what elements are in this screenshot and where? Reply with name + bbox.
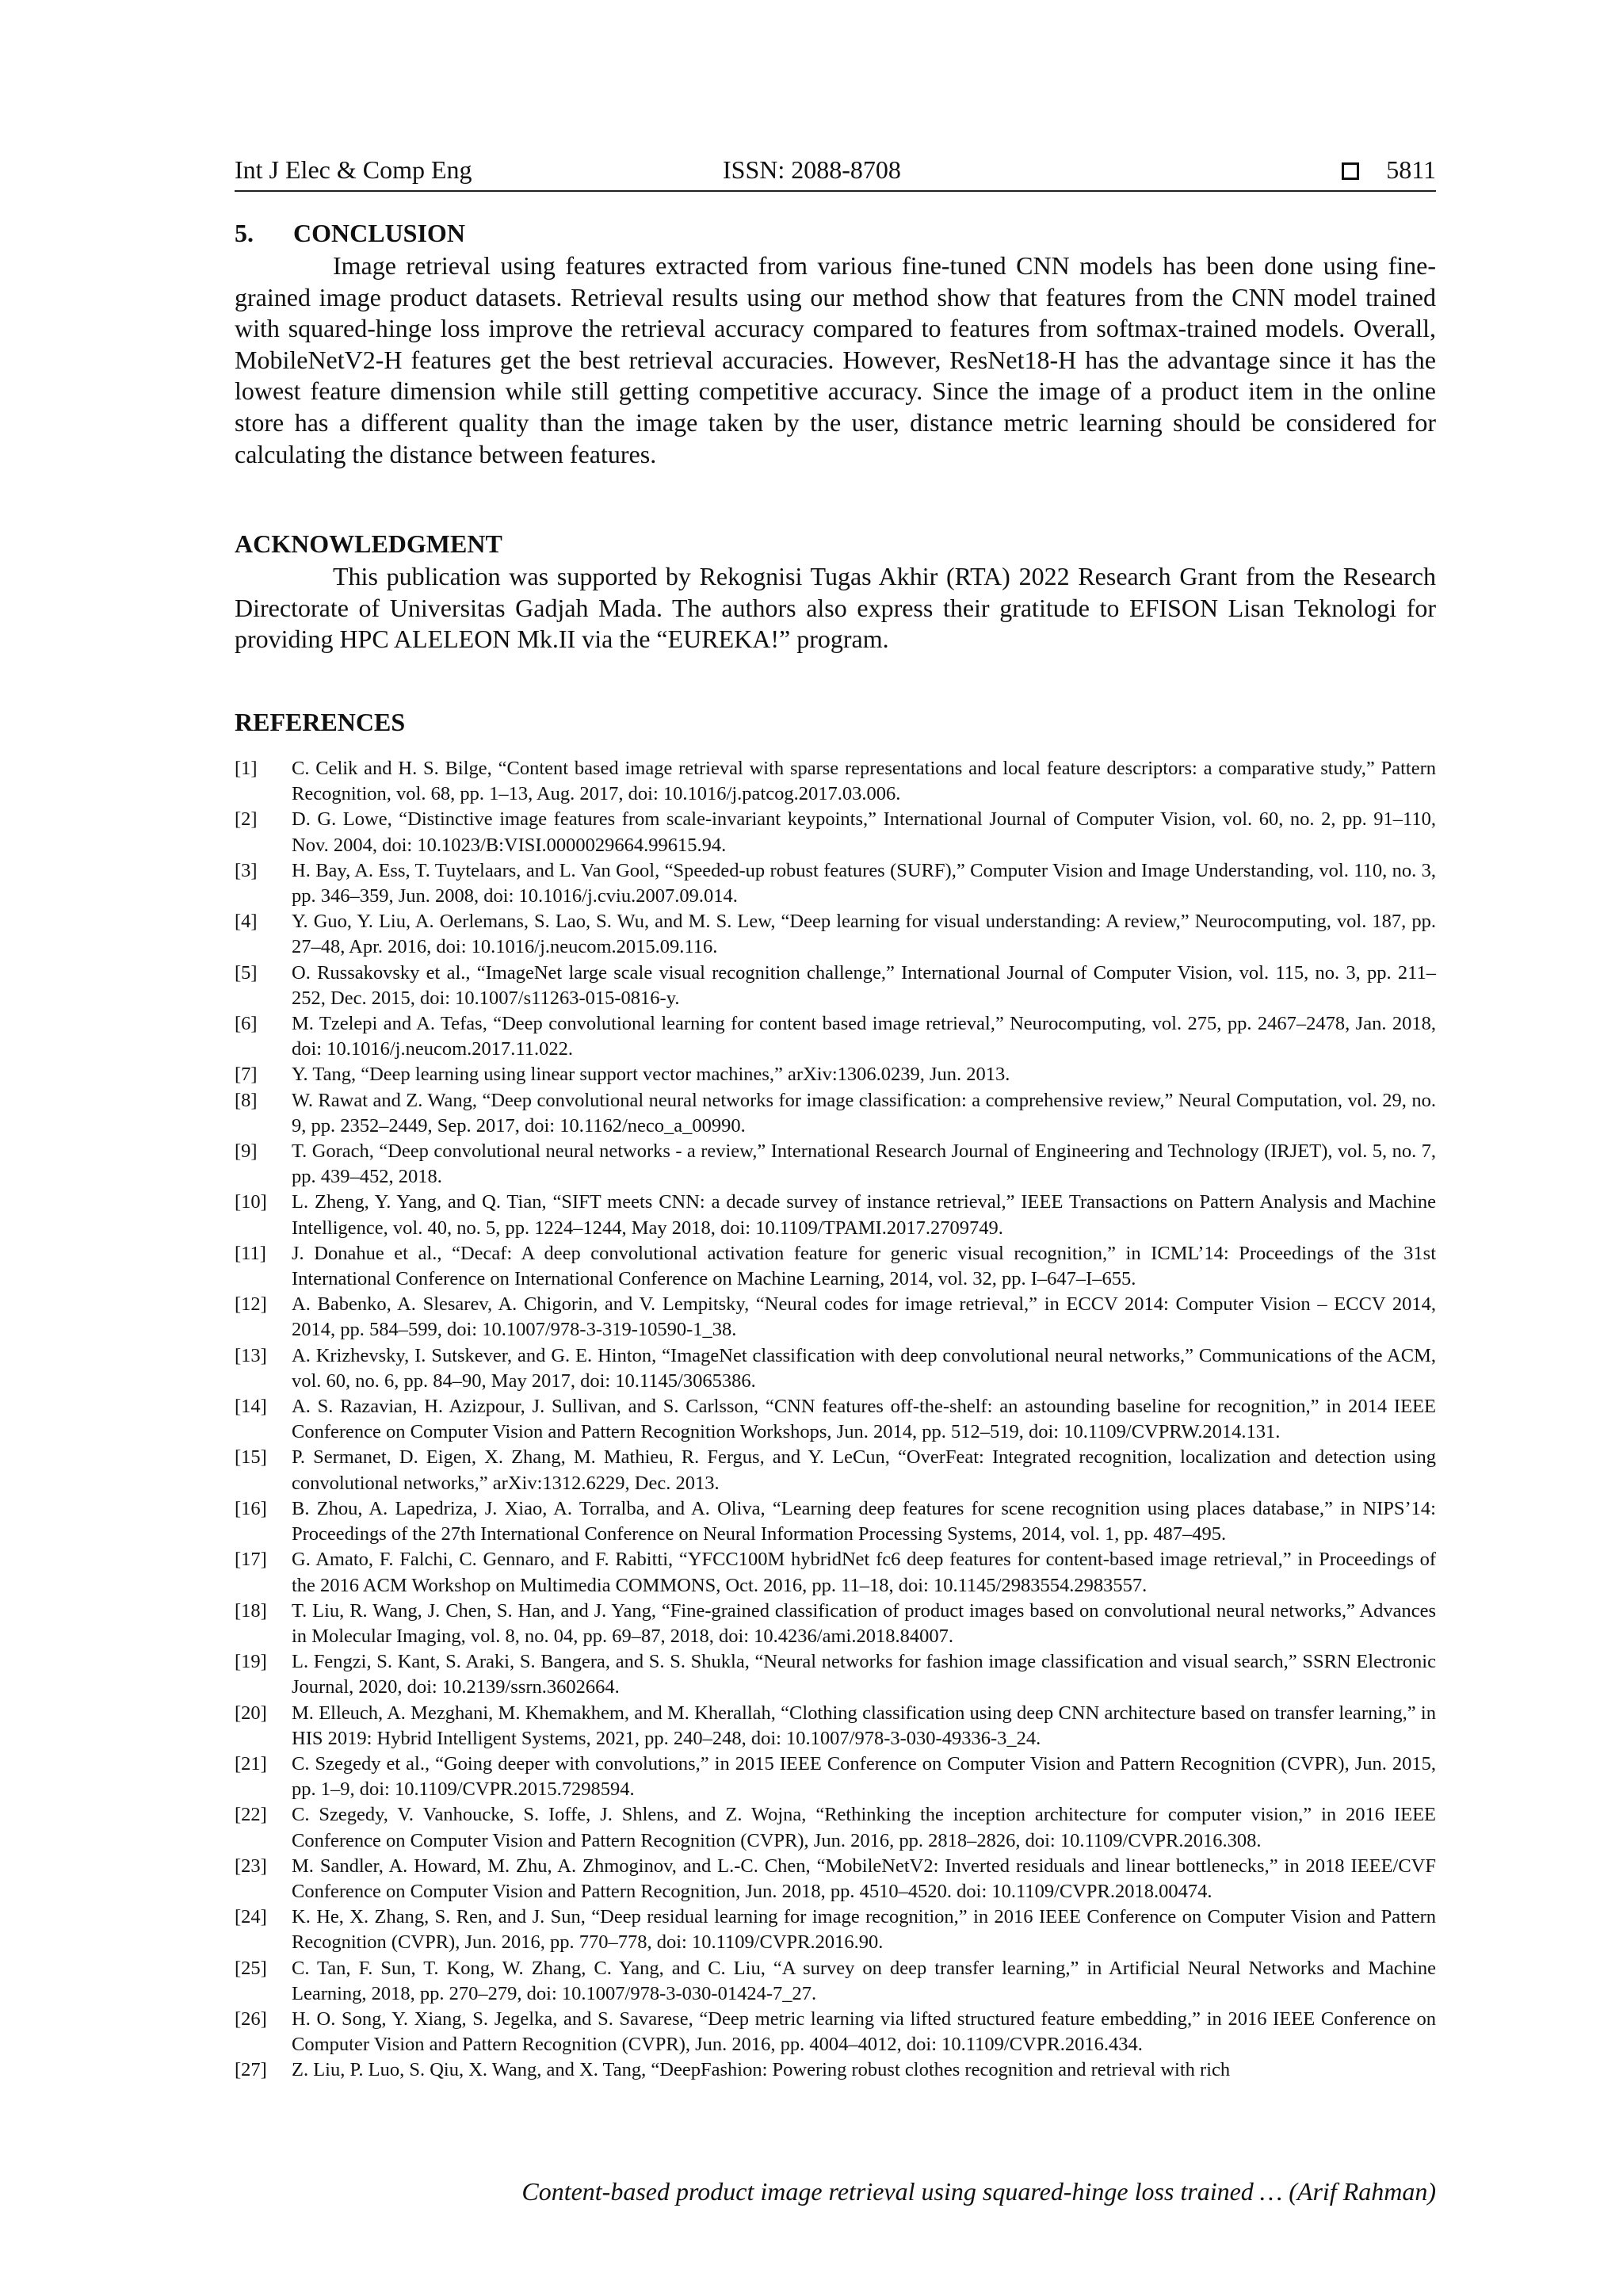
issn: ISSN: 2088-8708 — [723, 155, 901, 184]
reference-item — [235, 807, 1436, 858]
reference-number: [20] — [235, 1702, 267, 1724]
reference-text: C. Szegedy, V. Vanhoucke, S. Ioffe, J. Shlens, and Z. Wojna, “Rethinking the inception architecture for computer vision,” in 2016 IEEE Conference on Computer Vision and Pattern Recognition (CVPR), Jun. 2016, pp. 2818–2826, doi: 10.1109/CVPR.2016.308. — [292, 1804, 1436, 1851]
running-header — [235, 155, 1436, 192]
section-number: 5. — [235, 219, 254, 247]
reference-list — [235, 756, 1436, 2084]
reference-number: [17] — [235, 1549, 267, 1571]
reference-number: [27] — [235, 2059, 267, 2081]
reference-item — [235, 1394, 1436, 1445]
reference-number: [4] — [235, 911, 258, 933]
reference-text: B. Zhou, A. Lapedriza, J. Xiao, A. Torralba, and A. Oliva, “Learning deep features for scene recognition using places database,” in NIPS’14: Proceedings of the 27th International Conference on Neural Information Processing Systems, 2014, vol. 1, pp. 487–495. — [292, 1497, 1436, 1545]
reference-item — [235, 1011, 1436, 1062]
reference-text: L. Fengzi, S. Kant, S. Araki, S. Bangera, and S. S. Shukla, “Neural networks for fashion image classification and visual search,” SSRN Electronic Journal, 2020, doi: 10.2139/ssrn.3602664. — [292, 1651, 1436, 1698]
reference-number: [3] — [235, 859, 258, 881]
reference-item — [235, 1956, 1436, 2007]
conclusion-heading — [235, 219, 465, 248]
reference-number: [7] — [235, 1064, 258, 1086]
reference-number: [15] — [235, 1446, 267, 1469]
acknowledgment-paragraph: This publication was supported by Rekognisi Tugas Akhir (RTA) 2022 Research Grant from the Research Directorate of Universitas Gadjah Mada. The authors also express their gratitude to EFISON Lisan Teknologi for providing HPC ALELEON Mk.II via the “EUREKA!” program. — [235, 562, 1436, 654]
reference-item — [235, 858, 1436, 909]
reference-number: [13] — [235, 1344, 267, 1366]
reference-text: O. Russakovsky et al., “ImageNet large scale visual recognition challenge,” International Journal of Computer Vision, vol. 115, no. 3, pp. 211–252, Dec. 2015, doi: 10.1007/s11263-015-0816-y. — [292, 961, 1436, 1009]
conclusion-paragraph: Image retrieval using features extracted from various fine-tuned CNN models has been done using fine-grained image product datasets. Retrieval results using our method show that features from the CNN model trained with squared-hinge loss improve the retrieval accuracy compared to features from softmax-trained models. Overall, MobileNetV2-H features get the best retrieval accuracies. However, ResNet18-H has the advantage since it has the lowest feature dimension while still getting competitive accuracy. Since the image of a product item in the online store has a different quality than the image taken by the user, distance metric learning should be considered for calculating the distance between features. — [235, 251, 1436, 468]
reference-text: T. Gorach, “Deep convolutional neural networks - a review,” International Research Journal of Engineering and Technology (IRJET), vol. 5, no. 7, pp. 439–452, 2018. — [292, 1140, 1436, 1188]
references-heading: REFERENCES — [235, 708, 406, 736]
reference-number: [5] — [235, 961, 258, 984]
reference-text: Z. Liu, P. Luo, S. Qiu, X. Wang, and X. Tang, “DeepFashion: Powering robust clothes recognition and retrieval with rich — [292, 2059, 1231, 2081]
reference-text: C. Szegedy et al., “Going deeper with convolutions,” in 2015 IEEE Conference on Computer Vision and Pattern Recognition (CVPR), Jun. 2015, pp. 1–9, doi: 10.1109/CVPR.2015.7298594. — [292, 1752, 1436, 1801]
reference-item — [235, 1190, 1436, 1240]
acknowledgment-heading: ACKNOWLEDGMENT — [235, 529, 502, 558]
reference-text: A. Krizhevsky, I. Sutskever, and G. E. Hinton, “ImageNet classification with deep convolutional neural networks,” Communications of the ACM, vol. 60, no. 6, pp. 84–90, May 2017, doi: 10.1145/3065386. — [292, 1344, 1436, 1392]
reference-text: Y. Guo, Y. Liu, A. Oerlemans, S. Lao, S. Wu, and M. S. Lew, “Deep learning for visual understanding: A review,” Neurocomputing, vol. 187, pp. 27–48, Apr. 2016, doi: 10.1016/j.neucom.2015.09.116. — [292, 911, 1436, 958]
running-footer: Content-based product image retrieval using squared-hinge loss trained … (Arif Rahman) — [521, 2177, 1436, 2206]
reference-number: [14] — [235, 1396, 267, 1418]
reference-number: [10] — [235, 1191, 267, 1213]
reference-text: L. Zheng, Y. Yang, and Q. Tian, “SIFT meets CNN: a decade survey of instance retrieval,” IEEE Transactions on Pattern Analysis and Machine Intelligence, vol. 40, no. 5, pp. 1224–1244, May 2018, doi: 10.1109/TPAMI.2017.2709749. — [292, 1191, 1436, 1239]
section-title: CONCLUSION — [293, 219, 465, 247]
reference-number: [19] — [235, 1651, 267, 1673]
reference-text: K. He, X. Zhang, S. Ren, and J. Sun, “Deep residual learning for image recognition,” in 2016 IEEE Conference on Computer Vision and Pattern Recognition (CVPR), Jun. 2016, pp. 770–778, doi: 10.1109/CVPR.2016.90. — [292, 1906, 1436, 1954]
reference-text: T. Liu, R. Wang, J. Chen, S. Han, and J. Yang, “Fine-grained classification of product images based on convolutional neural networks,” Advances in Molecular Imaging, vol. 8, no. 04, pp. 69–87, 2018, doi: 10.4236/ami.2018.84007. — [292, 1599, 1436, 1647]
reference-item — [235, 1802, 1436, 1853]
reference-number: [16] — [235, 1497, 267, 1519]
reference-number: [1] — [235, 758, 258, 779]
reference-number: [9] — [235, 1140, 258, 1163]
reference-item — [235, 1547, 1436, 1598]
reference-number: [21] — [235, 1752, 267, 1775]
reference-item — [235, 2007, 1436, 2057]
reference-number: [11] — [235, 1242, 266, 1264]
reference-item — [235, 961, 1436, 1011]
reference-number: [23] — [235, 1855, 267, 1877]
reference-item — [235, 1599, 1436, 1649]
reference-text: A. Babenko, A. Slesarev, A. Chigorin, and V. Lempitsky, “Neural codes for image retrieval,” in ECCV 2014: Computer Vision – ECCV 2014, 2014, pp. 584–599, doi: 10.1007/978-3-319-10590-1_38. — [292, 1293, 1436, 1341]
reference-text: J. Donahue et al., “Decaf: A deep convolutional activation feature for generic visual recognition,” in ICML’14: Proceedings of the 31st International Conference on International Conference on Machine Learning, 2014, vol. 32, pp. I–647–I–655. — [292, 1242, 1436, 1290]
reference-text: C. Celik and H. S. Bilge, “Content based image retrieval with sparse representations and local feature descriptors: a comparative study,” Pattern Recognition, vol. 68, pp. 1–13, Aug. 2017, doi: 10.1016/j.patcog.2017.03.006. — [292, 758, 1436, 805]
reference-item — [235, 1649, 1436, 1700]
reference-item — [235, 1701, 1436, 1752]
reference-text: M. Sandler, A. Howard, M. Zhu, A. Zhmoginov, and L.-C. Chen, “MobileNetV2: Inverted residuals and linear bottlenecks,” in 2018 IEEE/CVF Conference on Computer Vision and Pattern Recognition, Jun. 2018, pp. 4510–4520. doi: 10.1109/CVPR.2018.00474. — [292, 1855, 1436, 1902]
reference-number: [12] — [235, 1293, 267, 1316]
reference-number: [2] — [235, 808, 258, 831]
reference-text: M. Tzelepi and A. Tefas, “Deep convolutional learning for content based image retrieval,” Neurocomputing, vol. 275, pp. 2467–2478, Jan. 2018, doi: 10.1016/j.neucom.2017.11.022. — [292, 1013, 1436, 1060]
reference-item — [235, 1904, 1436, 1955]
reference-item — [235, 909, 1436, 960]
reference-text: D. G. Lowe, “Distinctive image features from scale-invariant keypoints,” International Journal of Computer Vision, vol. 60, no. 2, pp. 91–110, Nov. 2004, doi: 10.1023/B:VISI.0000029664.99615.94. — [292, 808, 1436, 856]
square-bullet-icon — [1342, 162, 1359, 180]
reference-item — [235, 1139, 1436, 1190]
reference-item — [235, 1752, 1436, 1802]
reference-item — [235, 1241, 1436, 1292]
header-right — [1342, 155, 1436, 185]
reference-item — [235, 1496, 1436, 1547]
reference-number: [18] — [235, 1599, 267, 1622]
reference-text: M. Elleuch, A. Mezghani, M. Khemakhem, and M. Kherallah, “Clothing classification using deep CNN architecture based on transfer learning,” in HIS 2019: Hybrid Intelligent Systems, 2021, pp. 240–248, doi: 10.1007/978-3-030-49336-3_24. — [292, 1702, 1436, 1749]
reference-item — [235, 756, 1436, 807]
reference-text: Y. Tang, “Deep learning using linear support vector machines,” arXiv:1306.0239, Jun. 2013. — [292, 1064, 1010, 1086]
page-number: 5811 — [1386, 155, 1436, 184]
reference-number: [8] — [235, 1089, 258, 1111]
reference-item — [235, 1292, 1436, 1343]
reference-text: C. Tan, F. Sun, T. Kong, W. Zhang, C. Yang, and C. Liu, “A survey on deep transfer learning,” in Artificial Neural Networks and Machine Learning, 2018, pp. 270–279, doi: 10.1007/978-3-030-01424-7_27. — [292, 1957, 1436, 2004]
reference-item — [235, 1343, 1436, 1394]
reference-text: W. Rawat and Z. Wang, “Deep convolutional neural networks for image classification: a comprehensive review,” Neural Computation, vol. 29, no. 9, pp. 2352–2449, Sep. 2017, doi: 10.1162/neco_a_00990. — [292, 1089, 1436, 1137]
reference-item — [235, 1088, 1436, 1139]
reference-text: P. Sermanet, D. Eigen, X. Zhang, M. Mathieu, R. Fergus, and Y. LeCun, “OverFeat: Integrated recognition, localization and detection using convolutional networks,” arXiv:1312.6229, Dec. 2013. — [292, 1446, 1436, 1494]
reference-text: H. O. Song, Y. Xiang, S. Jegelka, and S. Savarese, “Deep metric learning via lifted structured feature embedding,” in 2016 IEEE Conference on Computer Vision and Pattern Recognition (CVPR), Jun. 2016, pp. 4004–4012, doi: 10.1109/CVPR.2016.434. — [292, 2008, 1436, 2056]
reference-number: [26] — [235, 2008, 267, 2030]
reference-number: [25] — [235, 1957, 267, 1979]
reference-number: [24] — [235, 1906, 267, 1928]
reference-item — [235, 1062, 1436, 1087]
reference-text: H. Bay, A. Ess, T. Tuytelaars, and L. Van Gool, “Speeded-up robust features (SURF),” Computer Vision and Image Understanding, vol. 110, no. 3, pp. 346–359, Jun. 2008, doi: 10.1016/j.cviu.2007.09.014. — [292, 859, 1436, 907]
reference-number: [6] — [235, 1013, 258, 1035]
reference-item — [235, 1445, 1436, 1496]
reference-text: G. Amato, F. Falchi, C. Gennaro, and F. Rabitti, “YFCC100M hybridNet fc6 deep features for content-based image retrieval,” in Proceedings of the 2016 ACM Workshop on Multimedia COMMONS, Oct. 2016, pp. 11–18, doi: 10.1145/2983554.2983557. — [292, 1549, 1436, 1596]
reference-item — [235, 2057, 1436, 2083]
reference-text: A. S. Razavian, H. Azizpour, J. Sullivan, and S. Carlsson, “CNN features off-the-shelf: an astounding baseline for recognition,” in 2014 IEEE Conference on Computer Vision and Pattern Recognition Workshops, Jun. 2014, pp. 512–519, doi: 10.1109/CVPRW.2014.131. — [292, 1396, 1436, 1443]
reference-number: [22] — [235, 1804, 267, 1826]
reference-item — [235, 1854, 1436, 1904]
journal-name: Int J Elec & Comp Eng — [235, 155, 472, 184]
